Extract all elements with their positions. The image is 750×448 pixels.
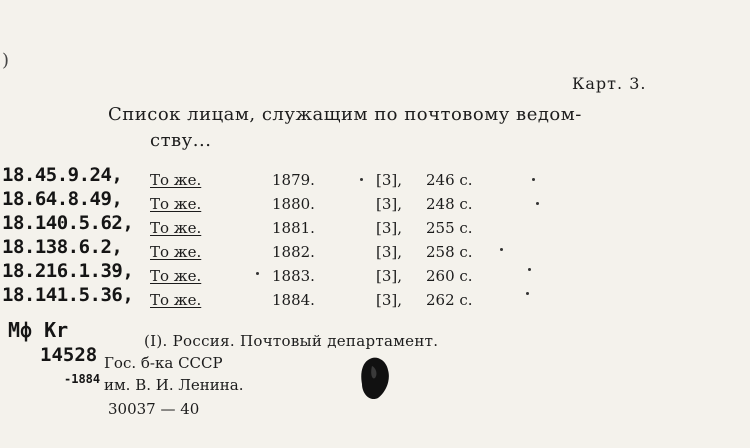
pages: 246 с. [426, 171, 473, 189]
shelf-mark: Мф Kr [8, 318, 69, 342]
speckle [536, 202, 539, 205]
title-line-2: ству... [150, 130, 212, 151]
year: 1884. [272, 291, 315, 309]
shelf-mark-number: 14528 [40, 344, 98, 366]
call-number: 18.140.5.62, [2, 212, 134, 234]
ditto-label: То же. [150, 219, 202, 237]
library-name-line-2: им. В. И. Ленина. [104, 376, 244, 394]
speckle [500, 248, 503, 251]
shelf-mark-year: -1884 [64, 372, 101, 386]
pages: 258 с. [426, 243, 473, 261]
ditto-label: То же. [150, 195, 202, 213]
call-number: 18.216.1.39, [2, 260, 134, 282]
year: 1882. [272, 243, 315, 261]
card-number: Карт. 3. [572, 74, 647, 93]
library-name: Гос. б-ка СССР [104, 354, 223, 372]
ditto-label: То же. [150, 291, 202, 309]
edge-mark: ) [2, 50, 10, 71]
ink-stamp-icon [358, 354, 392, 402]
title-line-1: Список лицам, служащим по почтовому ведом- [108, 104, 582, 125]
card-title [108, 102, 668, 154]
volume: [3], [376, 267, 403, 285]
pages: 248 с. [426, 195, 473, 213]
volume: [3], [376, 195, 403, 213]
speckle [526, 292, 529, 295]
call-number: 18.45.9.24, [2, 164, 123, 186]
pages: 255 с. [426, 219, 473, 237]
ditto-label: То же. [150, 267, 202, 285]
year: 1883. [272, 267, 315, 285]
pages: 262 с. [426, 291, 473, 309]
speckle [360, 178, 363, 181]
speckle [256, 272, 259, 275]
volume: [3], [376, 171, 403, 189]
call-number: 18.141.5.36, [2, 284, 134, 306]
speckle [532, 178, 535, 181]
year: 1881. [272, 219, 315, 237]
call-number: 18.138.6.2, [2, 236, 123, 258]
call-number: 18.64.8.49, [2, 188, 123, 210]
volume: [3], [376, 291, 403, 309]
year: 1879. [272, 171, 315, 189]
speckle [528, 268, 531, 271]
ditto-label: То же. [150, 243, 202, 261]
subject-heading: (I). Россия. Почтовый департамент. [144, 332, 439, 350]
volume: [3], [376, 219, 403, 237]
card-print-number: 30037 — 40 [108, 400, 200, 418]
ditto-label: То же. [150, 171, 202, 189]
pages: 260 с. [426, 267, 473, 285]
year: 1880. [272, 195, 315, 213]
volume: [3], [376, 243, 403, 261]
